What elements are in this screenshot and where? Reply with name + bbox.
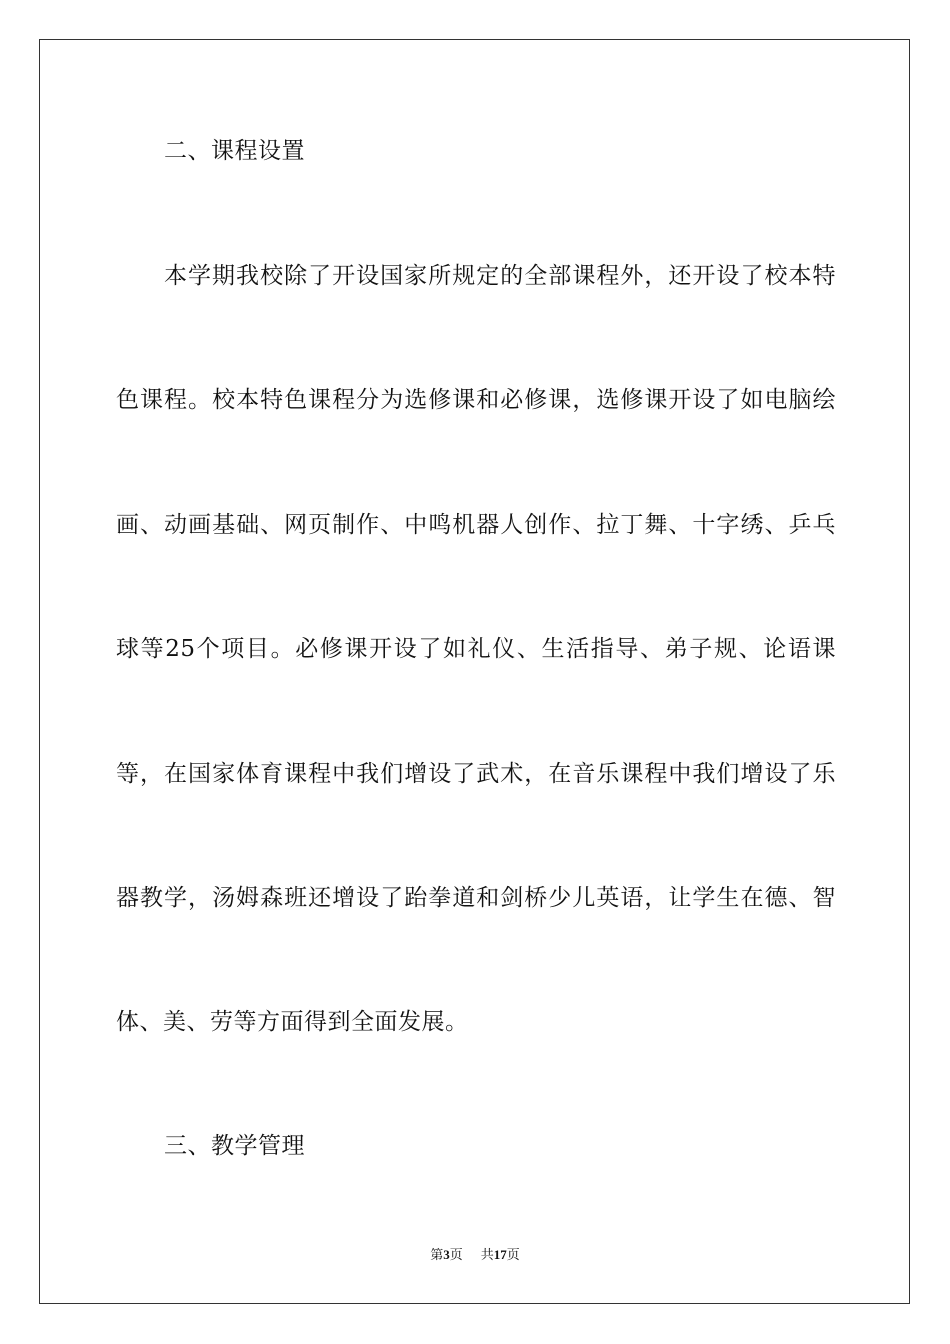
section-heading-teaching-management: 三、教学管理: [164, 1133, 305, 1159]
paragraph-line-3: 画、动画基础、网页制作、中鸣机器人创作、拉丁舞、十字绣、乒乓: [116, 512, 836, 538]
paragraph-line-1: 本学期我校除了开设国家所规定的全部课程外，还开设了校本特: [164, 263, 836, 289]
paragraph-line-5: 等，在国家体育课程中我们增设了武术，在音乐课程中我们增设了乐: [116, 761, 836, 787]
paragraph-line-2: 色课程。校本特色课程分为选修课和必修课，选修课开设了如电脑绘: [116, 387, 836, 413]
footer-total-pages: 17: [493, 1247, 507, 1262]
page-footer: [0, 1246, 950, 1264]
section-heading-course-setup: 二、课程设置: [164, 138, 305, 164]
paragraph-line-7: 体、美、劳等方面得到全面发展。: [116, 1009, 469, 1035]
paragraph-line-4: 球等25个项目。必修课开设了如礼仪、生活指导、弟子规、论语课: [116, 636, 836, 662]
footer-total-suffix: 页: [506, 1247, 520, 1262]
footer-page-suffix: 页: [449, 1247, 463, 1262]
footer-total-prefix: 共: [480, 1247, 494, 1262]
footer-page-number: 3: [443, 1247, 450, 1262]
footer-page-prefix: 第: [430, 1247, 444, 1262]
page-border: [39, 39, 910, 1304]
paragraph-line-6: 器教学，汤姆森班还增设了跆拳道和剑桥少儿英语，让学生在德、智: [116, 885, 836, 911]
